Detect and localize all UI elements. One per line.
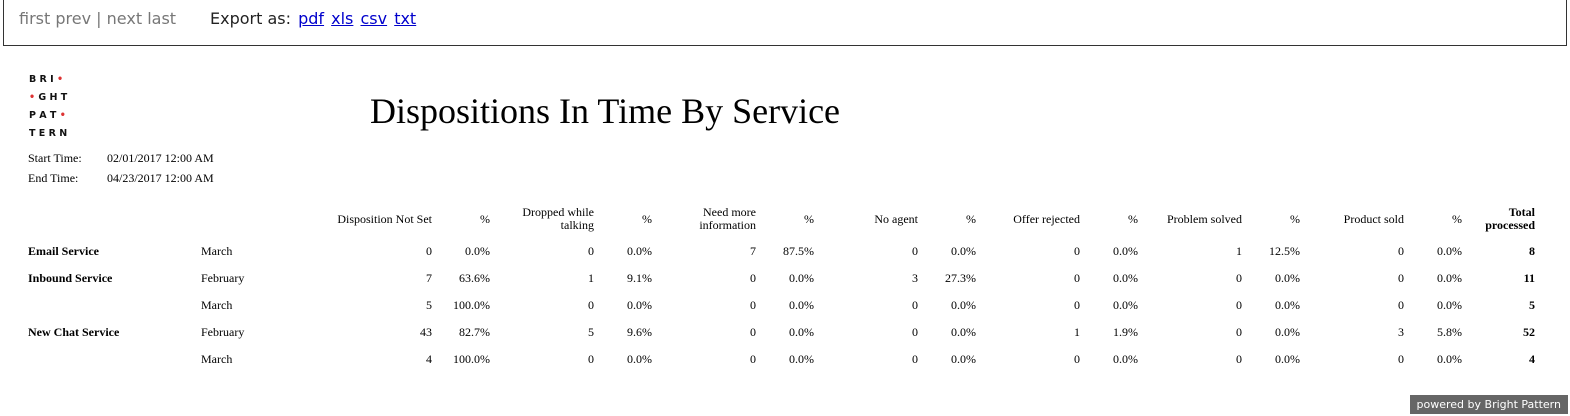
next-page-link[interactable]: next (106, 9, 143, 28)
value-cell: 1.9% (1113, 325, 1138, 339)
value-cell: 0.0% (1275, 325, 1300, 339)
column-header: Dropped while talking (522, 205, 594, 232)
column-header: No agent (874, 211, 918, 226)
value-cell: 0 (1074, 271, 1080, 285)
table-row (24, 292, 1539, 319)
value-cell: 63.6% (459, 271, 490, 285)
value-cell: 1 (588, 271, 594, 285)
value-cell: 0.0% (465, 244, 490, 258)
table-row (24, 319, 1539, 346)
column-header: % (642, 211, 652, 226)
value-cell: 0.0% (1113, 271, 1138, 285)
pagination-separator: | (96, 9, 102, 28)
value-cell: 0.0% (627, 352, 652, 366)
month-cell: February (201, 325, 245, 339)
column-header: Need more information (699, 205, 756, 232)
start-time-row (28, 151, 214, 166)
export-pdf-link[interactable]: pdf (298, 9, 325, 28)
value-cell: 0 (750, 325, 756, 339)
value-cell: 0.0% (789, 271, 814, 285)
value-cell: 5.8% (1437, 325, 1462, 339)
total-cell: 8 (1529, 244, 1535, 258)
end-time-value: 04/23/2017 12:00 AM (107, 171, 214, 185)
value-cell: 9.1% (627, 271, 652, 285)
value-cell: 0.0% (1275, 298, 1300, 312)
value-cell: 0.0% (1113, 352, 1138, 366)
total-cell: 4 (1529, 352, 1535, 366)
table-row (24, 238, 1539, 265)
value-cell: 27.3% (945, 271, 976, 285)
value-cell: 1 (1236, 244, 1242, 258)
table-row (24, 346, 1539, 373)
value-cell: 5 (426, 298, 432, 312)
column-header (197, 200, 332, 238)
value-cell: 0 (1236, 325, 1242, 339)
toolbar (3, 0, 1567, 46)
value-cell: 0 (750, 352, 756, 366)
value-cell: 3 (912, 271, 918, 285)
value-cell: 0 (426, 244, 432, 258)
value-cell: 4 (426, 352, 432, 366)
value-cell: 0 (1074, 352, 1080, 366)
value-cell: 0 (912, 325, 918, 339)
value-cell: 0.0% (1113, 298, 1138, 312)
service-cell: Inbound Service (28, 271, 113, 285)
value-cell: 5 (588, 325, 594, 339)
value-cell: 0 (912, 352, 918, 366)
value-cell: 0 (588, 244, 594, 258)
value-cell: 0.0% (951, 352, 976, 366)
value-cell: 7 (750, 244, 756, 258)
start-time-value: 02/01/2017 12:00 AM (107, 151, 214, 165)
prev-page-link[interactable]: prev (55, 9, 92, 28)
value-cell: 0.0% (627, 244, 652, 258)
column-header: Problem solved (1167, 211, 1242, 226)
value-cell: 0 (1074, 244, 1080, 258)
column-header: Product sold (1343, 211, 1404, 226)
value-cell: 0.0% (789, 325, 814, 339)
value-cell: 1 (1074, 325, 1080, 339)
value-cell: 0.0% (951, 325, 976, 339)
value-cell: 0 (912, 298, 918, 312)
column-header: Total processed (1485, 205, 1535, 232)
export-csv-link[interactable]: csv (360, 9, 388, 28)
value-cell: 43 (420, 325, 432, 339)
column-header (24, 200, 197, 238)
column-header: Offer rejected (1013, 211, 1080, 226)
column-header: % (1452, 211, 1462, 226)
start-time-label: Start Time: (28, 151, 82, 165)
column-header: Disposition Not Set (337, 211, 432, 226)
value-cell: 0.0% (1275, 352, 1300, 366)
export-xls-link[interactable]: xls (331, 9, 354, 28)
value-cell: 0 (1236, 298, 1242, 312)
service-cell: Email Service (28, 244, 99, 258)
value-cell: 0 (1236, 352, 1242, 366)
value-cell: 0.0% (1437, 271, 1462, 285)
end-time-row (28, 171, 214, 186)
value-cell: 9.6% (627, 325, 652, 339)
pagination (19, 9, 176, 28)
column-header: % (1290, 211, 1300, 226)
value-cell: 0.0% (1437, 298, 1462, 312)
table-row (24, 265, 1539, 292)
month-cell: March (201, 352, 233, 366)
value-cell: 0 (1398, 298, 1404, 312)
value-cell: 7 (426, 271, 432, 285)
value-cell: 0.0% (789, 298, 814, 312)
value-cell: 3 (1398, 325, 1404, 339)
month-cell: February (201, 271, 245, 285)
value-cell: 0 (588, 352, 594, 366)
total-cell: 52 (1523, 325, 1535, 339)
service-cell (24, 346, 197, 373)
value-cell: 0 (588, 298, 594, 312)
value-cell: 100.0% (453, 352, 490, 366)
value-cell: 0 (1074, 298, 1080, 312)
end-time-label: End Time: (28, 171, 79, 185)
column-header: % (1128, 211, 1138, 226)
value-cell: 0.0% (1113, 244, 1138, 258)
total-cell: 5 (1529, 298, 1535, 312)
first-page-link[interactable]: first (19, 9, 51, 28)
value-cell: 0.0% (789, 352, 814, 366)
value-cell: 0 (1398, 271, 1404, 285)
export-group (210, 9, 416, 28)
value-cell: 0 (750, 271, 756, 285)
value-cell: 0.0% (1275, 271, 1300, 285)
value-cell: 87.5% (783, 244, 814, 258)
total-cell: 11 (1523, 271, 1535, 285)
value-cell: 0 (1236, 271, 1242, 285)
value-cell: 0.0% (951, 298, 976, 312)
value-cell: 0.0% (1437, 244, 1462, 258)
value-cell: 0 (750, 298, 756, 312)
value-cell: 82.7% (459, 325, 490, 339)
column-header: % (966, 211, 976, 226)
column-header: % (480, 211, 490, 226)
value-cell: 0.0% (627, 298, 652, 312)
value-cell: 0 (1398, 244, 1404, 258)
powered-by-badge: powered by Bright Pattern (1410, 395, 1568, 414)
value-cell: 0.0% (1437, 352, 1462, 366)
report-title: Dispositions In Time By Service (370, 91, 841, 131)
value-cell: 0 (912, 244, 918, 258)
value-cell: 100.0% (453, 298, 490, 312)
table-header-row (24, 200, 1539, 238)
column-header: % (804, 211, 814, 226)
value-cell: 12.5% (1269, 244, 1300, 258)
export-txt-link[interactable]: txt (394, 9, 417, 28)
value-cell: 0.0% (951, 244, 976, 258)
bright-pattern-logo: B R I • • G H T P A T • T E R N (29, 74, 68, 139)
last-page-link[interactable]: last (147, 9, 177, 28)
export-label: Export as: (210, 9, 291, 28)
month-cell: March (201, 244, 233, 258)
service-cell: New Chat Service (28, 325, 120, 339)
month-cell: March (201, 298, 233, 312)
dispositions-table (24, 200, 1539, 373)
value-cell: 0 (1398, 352, 1404, 366)
service-cell (24, 292, 197, 319)
